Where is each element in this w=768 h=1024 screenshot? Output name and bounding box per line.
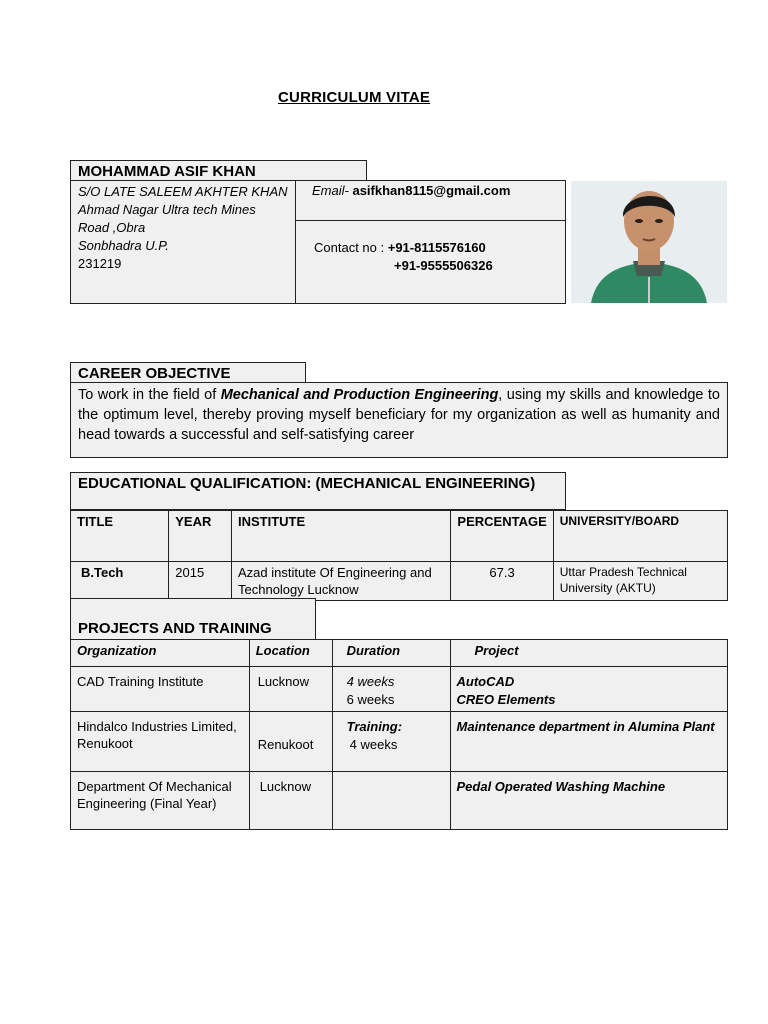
proj-header-organization: Organization — [71, 640, 250, 667]
document-title: CURRICULUM VITAE — [278, 89, 431, 106]
edu-percentage: 67.3 — [451, 562, 553, 601]
name-heading: MOHAMMAD ASIF KHAN — [70, 160, 367, 181]
proj-project-1: Maintenance department in Alumina Plant — [450, 712, 727, 772]
address-line-2: Ahmad Nagar Ultra tech Mines — [78, 202, 256, 217]
career-objective-text — [70, 382, 728, 458]
edu-institute: Azad institute Of Engineering and Technology Lucknow — [232, 562, 451, 601]
email-address[interactable]: asifkhan8115@gmail.com — [352, 183, 511, 198]
proj-project-2: CREO Elements — [456, 692, 556, 707]
proj-duration-2: 4 weeks — [349, 737, 398, 752]
proj-location: Lucknow — [249, 772, 332, 830]
edu-university: Uttar Pradesh Technical University (AKTU) — [553, 562, 727, 601]
edu-header-institute: INSTITUTE — [232, 511, 451, 562]
proj-header-location: Location — [249, 640, 332, 667]
contact-box — [295, 220, 566, 304]
address-box — [70, 180, 296, 304]
projects-row — [71, 712, 728, 772]
profile-photo-image — [571, 181, 727, 303]
address-line-4: Sonbhadra U.P. — [78, 238, 169, 253]
address-pincode: 231219 — [78, 256, 122, 271]
edu-header-title: TITLE — [71, 511, 169, 562]
proj-org: CAD Training Institute — [71, 667, 250, 712]
projects-row — [71, 667, 728, 712]
education-header-row — [71, 511, 728, 562]
projects-row — [71, 772, 728, 830]
proj-org: Department Of Mechanical Engineering (Final Year) — [71, 772, 250, 830]
projects-table — [70, 639, 728, 830]
proj-org: Hindalco Industries Limited, Renukoot — [71, 712, 250, 772]
proj-location: Renukoot — [249, 712, 332, 772]
proj-duration-1: Training: — [346, 719, 403, 734]
projects-header-row — [71, 640, 728, 667]
proj-project-1: AutoCAD — [456, 674, 515, 689]
email-box — [295, 180, 566, 221]
proj-header-project: Project — [450, 640, 727, 667]
email-label: Email- — [312, 183, 349, 198]
contact-label: Contact no : — [314, 240, 385, 255]
phone-2: +91-9555506326 — [394, 258, 493, 273]
education-table — [70, 510, 728, 601]
career-text-before: To work in the field of — [78, 387, 221, 403]
proj-duration-1: 4 weeks — [346, 674, 395, 689]
profile-photo — [571, 181, 727, 303]
education-heading: EDUCATIONAL QUALIFICATION: (MECHANICAL ENGINEERING) — [70, 472, 566, 510]
proj-duration-2: 6 weeks — [346, 692, 395, 707]
projects-heading: PROJECTS AND TRAINING — [70, 598, 316, 640]
address-line-3: Road ,Obra — [78, 220, 146, 235]
edu-title: B.Tech — [71, 562, 169, 601]
edu-year: 2015 — [169, 562, 232, 601]
address-line-1: S/O LATE SALEEM AKHTER KHAN — [78, 184, 288, 199]
proj-location: Lucknow — [249, 667, 332, 712]
phone-1: +91-8115576160 — [387, 240, 486, 255]
proj-header-duration: Duration — [332, 640, 450, 667]
proj-duration-empty — [332, 772, 450, 830]
proj-project-1: Pedal Operated Washing Machine — [450, 772, 727, 830]
career-text-bold: Mechanical and Production Engineering — [220, 387, 499, 403]
edu-header-university: UNIVERSITY/BOARD — [553, 511, 727, 562]
education-row — [71, 562, 728, 601]
career-text-after: , using my skills and knowledge to the optimum level, thereby proving myself beneficiary for my organization as well as humanity and head towards a successful and self-satisfying career — [78, 387, 720, 443]
edu-header-percentage: PERCENTAGE — [451, 511, 553, 562]
edu-header-year: YEAR — [169, 511, 232, 562]
career-objective-heading: CAREER OBJECTIVE — [70, 362, 306, 383]
